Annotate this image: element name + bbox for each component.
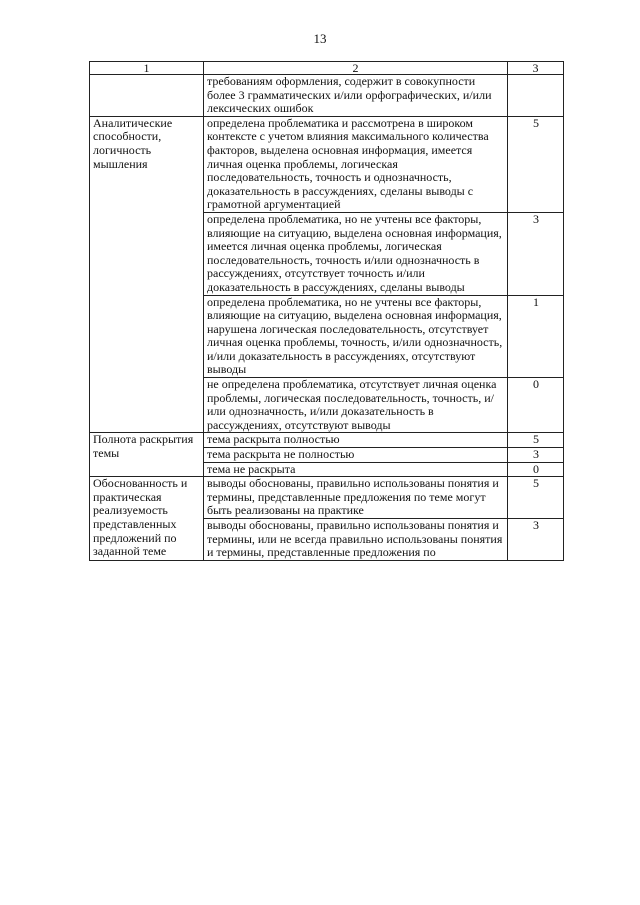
description-cell: выводы обоснованы, правильно использованы понятия и термины, или не всегда правильно использованы понятия и термины, представленные предложения по bbox=[204, 519, 508, 561]
description-cell: определена проблематика, но не учтены все факторы, влияющие на ситуацию, выделена основная информация, имеется личная оценка проблемы, логическая последовательность, точность и/или однозначность в рассуждениях, отсутствует точность и/или доказательность в рассуждениях, сделаны выводы bbox=[204, 212, 508, 295]
score-cell: 5 bbox=[508, 477, 564, 519]
score-cell: 1 bbox=[508, 295, 564, 378]
table-row bbox=[90, 75, 564, 117]
criterion-cell: Обоснованность и практическая реализуемость представленных предложений по заданной теме bbox=[90, 477, 204, 561]
table-header-row bbox=[90, 62, 564, 75]
score-cell bbox=[508, 75, 564, 117]
criterion-cell: Аналитические способности, логичность мышления bbox=[90, 116, 204, 433]
score-cell: 0 bbox=[508, 378, 564, 433]
table-row bbox=[90, 477, 564, 519]
score-cell: 3 bbox=[508, 212, 564, 295]
column-header-1: 1 bbox=[90, 62, 204, 75]
description-cell: не определена проблематика, отсутствует личная оценка проблемы, логическая последовательность, точность, и/или однозначность, и/или доказательность в рассуждениях, отсутствуют выводы bbox=[204, 378, 508, 433]
score-cell: 3 bbox=[508, 448, 564, 463]
description-cell: определена проблематика и рассмотрена в широком контексте с учетом влияния максимального количества факторов, выделена основная информация, имеется личная оценка проблемы, логическая последовательность, точность и однозначность, доказательность в рассуждениях, сделаны выводы с грамотной аргументацией bbox=[204, 116, 508, 212]
table-row bbox=[90, 116, 564, 212]
score-cell: 5 bbox=[508, 433, 564, 448]
description-cell: тема не раскрыта bbox=[204, 462, 508, 477]
description-cell: выводы обоснованы, правильно использованы понятия и термины, представленные предложения по теме могут быть реализованы на практике bbox=[204, 477, 508, 519]
description-cell: тема раскрыта не полностью bbox=[204, 448, 508, 463]
description-cell: тема раскрыта полностью bbox=[204, 433, 508, 448]
page-number: 13 bbox=[313, 31, 327, 46]
score-cell: 0 bbox=[508, 462, 564, 477]
column-header-3: 3 bbox=[508, 62, 564, 75]
score-cell: 5 bbox=[508, 116, 564, 212]
criterion-cell bbox=[90, 75, 204, 117]
score-cell: 3 bbox=[508, 519, 564, 561]
description-cell: определена проблематика, но не учтены все факторы, влияющие на ситуацию, выделена основная информация, нарушена логическая последовательность, отсутствует личная оценка проблемы, точность, и/или однозначность, и/или доказательность в рассуждениях, отсутствуют выводы bbox=[204, 295, 508, 378]
criterion-cell: Полнота раскрытия темы bbox=[90, 433, 204, 477]
table-row bbox=[90, 433, 564, 448]
column-header-2: 2 bbox=[204, 62, 508, 75]
evaluation-criteria-table bbox=[89, 61, 564, 561]
description-cell: требованиям оформления, содержит в совокупности более 3 грамматических и/или орфографических, и/или лексических ошибок bbox=[204, 75, 508, 117]
